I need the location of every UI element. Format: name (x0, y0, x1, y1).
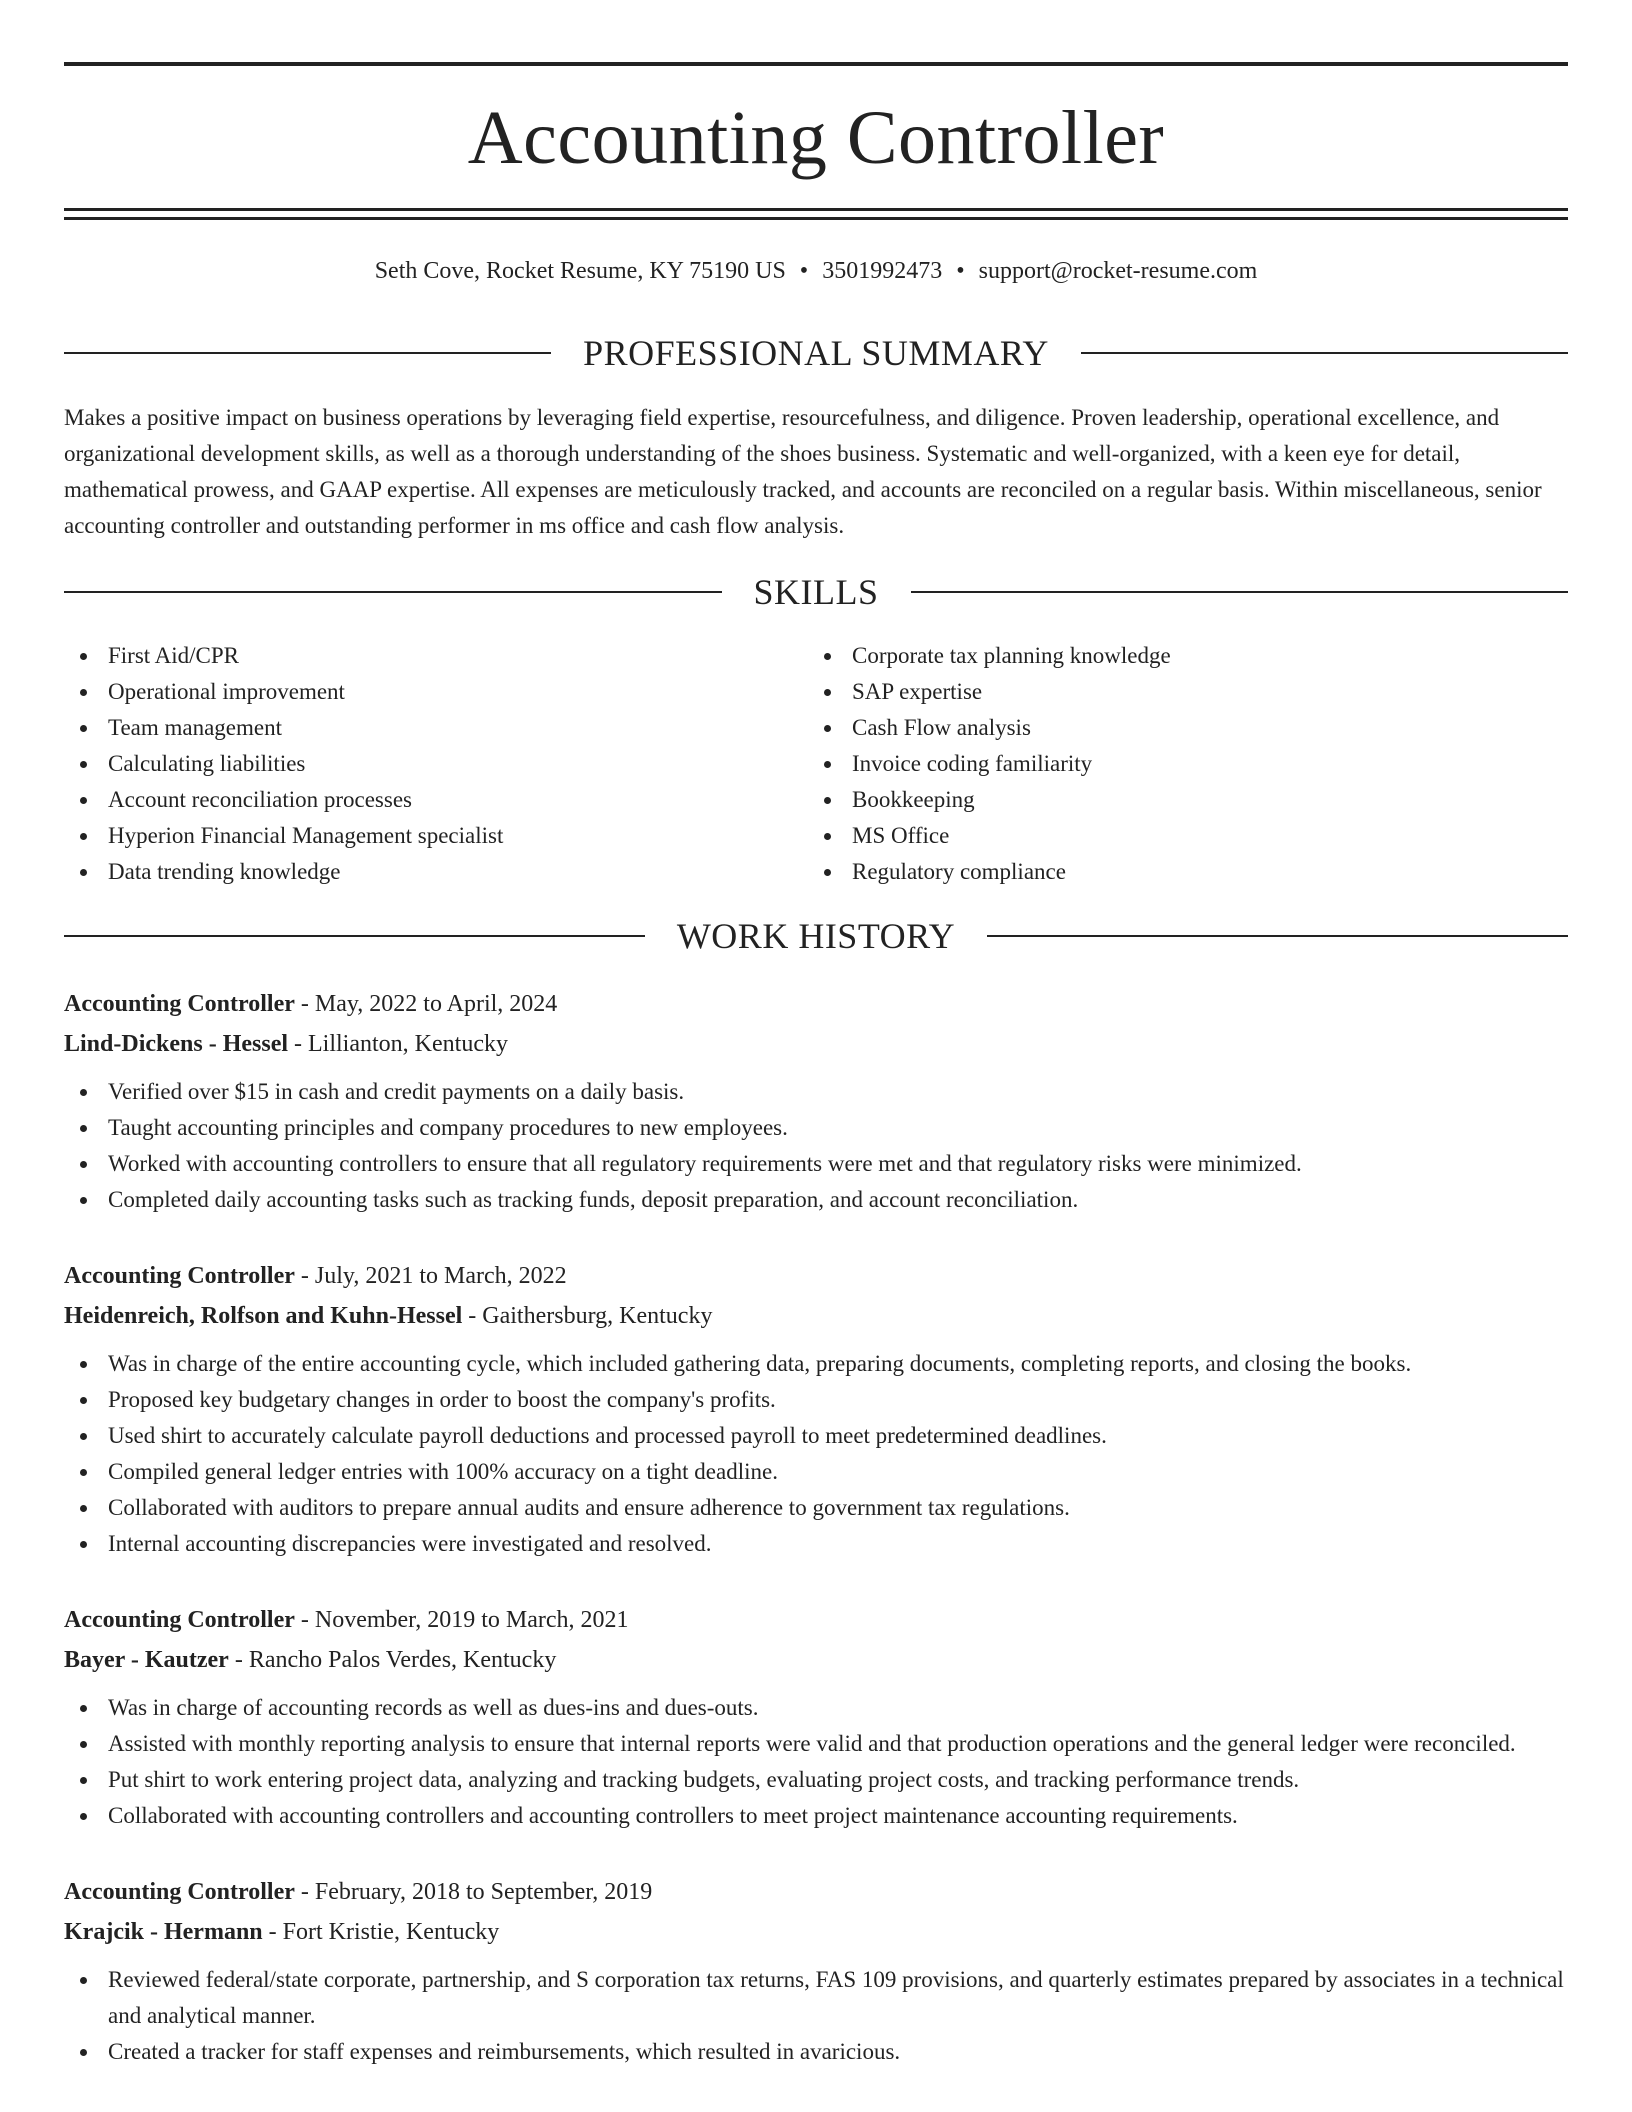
job-bullet: Compiled general ledger entries with 100% accuracy on a tight deadline. (64, 1454, 1568, 1490)
job-location: - Fort Kristie, Kentucky (262, 1919, 500, 1945)
job-title-line (64, 984, 1568, 1024)
skill-item: Invoice coding familiarity (808, 746, 1560, 782)
skill-item: Account reconciliation processes (64, 782, 816, 818)
job-bullet: Assisted with monthly reporting analysis to ensure that internal reports were valid and that production operations and the general ledger were reconciled. (64, 1726, 1568, 1762)
skill-item: MS Office (808, 818, 1560, 854)
job-bullets (64, 1690, 1568, 1834)
job-title-line (64, 1872, 1568, 1912)
job-company: Krajcik - Hermann (64, 1919, 263, 1945)
job-bullet: Used shirt to accurately calculate payroll deductions and processed payroll to meet predetermined deadlines. (64, 1418, 1568, 1454)
job-bullet: Proposed key budgetary changes in order to boost the company's profits. (64, 1382, 1568, 1418)
skill-item: Operational improvement (64, 674, 816, 710)
job-company: Lind-Dickens - Hessel (64, 1031, 289, 1057)
skills-heading (64, 570, 1568, 614)
skill-item: Team management (64, 710, 816, 746)
skill-item: Calculating liabilities (64, 746, 816, 782)
title-double-rule (64, 208, 1568, 220)
job-bullet: Collaborated with auditors to prepare annual audits and ensure adherence to government tax regulations. (64, 1490, 1568, 1526)
work-heading-label: WORK HISTORY (676, 916, 956, 956)
skill-item: Bookkeeping (808, 782, 1560, 818)
top-rule (64, 62, 1568, 66)
job-company-line (64, 1296, 1568, 1336)
skill-item: First Aid/CPR (64, 638, 816, 674)
skills-columns (64, 638, 1568, 890)
skills-list-left (64, 638, 816, 890)
contact-separator: • (799, 258, 809, 284)
job-location: - Rancho Palos Verdes, Kentucky (228, 1647, 557, 1673)
job-dates: - November, 2019 to March, 2021 (294, 1607, 629, 1633)
job-dates: - July, 2021 to March, 2022 (294, 1263, 567, 1289)
job-bullet: Put shirt to work entering project data, analyzing and tracking budgets, evaluating project costs, and tracking performance trends. (64, 1762, 1568, 1798)
job-location: - Gaithersburg, Kentucky (462, 1303, 713, 1329)
skill-item: Data trending knowledge (64, 854, 816, 890)
job-entry (64, 1600, 1568, 1834)
job-bullet: Verified over $15 in cash and credit payments on a daily basis. (64, 1074, 1568, 1110)
heading-rule-right (911, 591, 1569, 593)
summary-text: Makes a positive impact on business operations by leveraging field expertise, resourcefulness, and diligence. Proven leadership, operational excellence, and organizational development skills, as well as a thorough understanding of the shoes business. Systematic and well-organized, with a keen eye for detail, mathematical prowess, and GAAP expertise. All expenses are meticulously tracked, and accounts are reconciled on a regular basis. Within miscellaneous, senior accounting controller and outstanding performer in ms office and cash flow analysis. (64, 405, 1542, 538)
skill-item: Corporate tax planning knowledge (808, 638, 1560, 674)
skill-item: Hyperion Financial Management specialist (64, 818, 816, 854)
skills-list-right (808, 638, 1560, 890)
job-company-line (64, 1912, 1568, 1952)
contact-address: Seth Cove, Rocket Resume, KY 75190 US (374, 258, 786, 284)
job-bullet: Internal accounting discrepancies were investigated and resolved. (64, 1526, 1568, 1562)
resume-title: Accounting Controller (467, 96, 1165, 180)
job-title: Accounting Controller (64, 1879, 295, 1905)
heading-rule-left (64, 591, 722, 593)
job-bullet: Taught accounting principles and company procedures to new employees. (64, 1110, 1568, 1146)
heading-rule-right (1081, 352, 1568, 354)
heading-rule-right (987, 935, 1568, 937)
job-bullet: Was in charge of the entire accounting cycle, which included gathering data, preparing documents, completing reports, and closing the books. (64, 1346, 1568, 1382)
job-entry (64, 1256, 1568, 1562)
summary-heading (64, 331, 1568, 375)
contact-email[interactable]: support@rocket-resume.com (978, 258, 1258, 284)
work-heading (64, 914, 1568, 958)
job-bullets (64, 1074, 1568, 1218)
job-company: Heidenreich, Rolfson and Kuhn-Hessel (64, 1303, 463, 1329)
job-bullet: Completed daily accounting tasks such as tracking funds, deposit preparation, and account reconciliation. (64, 1182, 1568, 1218)
job-entry (64, 1872, 1568, 2070)
job-company: Bayer - Kautzer (64, 1647, 229, 1673)
job-dates: - February, 2018 to September, 2019 (294, 1879, 653, 1905)
job-company-line (64, 1640, 1568, 1680)
job-bullet: Created a tracker for staff expenses and reimbursements, which resulted in avaricious. (64, 2034, 1568, 2070)
skills-heading-label: SKILLS (753, 572, 879, 612)
job-bullet: Reviewed federal/state corporate, partnership, and S corporation tax returns, FAS 109 provisions, and quarterly estimates prepared by associates in a technical and analytical manner. (64, 1962, 1568, 2034)
job-title-line (64, 1256, 1568, 1296)
skill-item: Cash Flow analysis (808, 710, 1560, 746)
heading-rule-left (64, 935, 645, 937)
skill-item: Regulatory compliance (808, 854, 1560, 890)
job-dates: - May, 2022 to April, 2024 (294, 991, 558, 1017)
job-company-line (64, 1024, 1568, 1064)
contact-phone: 3501992473 (822, 258, 943, 284)
job-title-line (64, 1600, 1568, 1640)
job-bullet: Collaborated with accounting controllers and accounting controllers to meet project maintenance accounting requirements. (64, 1798, 1568, 1834)
job-title: Accounting Controller (64, 991, 295, 1017)
job-entry (64, 984, 1568, 1218)
job-bullet: Worked with accounting controllers to ensure that all regulatory requirements were met and that regulatory risks were minimized. (64, 1146, 1568, 1182)
summary-heading-label: PROFESSIONAL SUMMARY (583, 333, 1049, 373)
job-bullets (64, 1962, 1568, 2070)
work-history-list (64, 984, 1568, 2108)
contact-separator: • (956, 258, 965, 284)
contact-line (64, 254, 1568, 288)
heading-rule-left (64, 352, 551, 354)
skill-item: SAP expertise (808, 674, 1560, 710)
job-location: - Lillianton, Kentucky (288, 1031, 508, 1057)
job-title: Accounting Controller (64, 1263, 295, 1289)
job-bullet: Was in charge of accounting records as well as dues-ins and dues-outs. (64, 1690, 1568, 1726)
job-bullets (64, 1346, 1568, 1562)
job-title: Accounting Controller (64, 1607, 295, 1633)
